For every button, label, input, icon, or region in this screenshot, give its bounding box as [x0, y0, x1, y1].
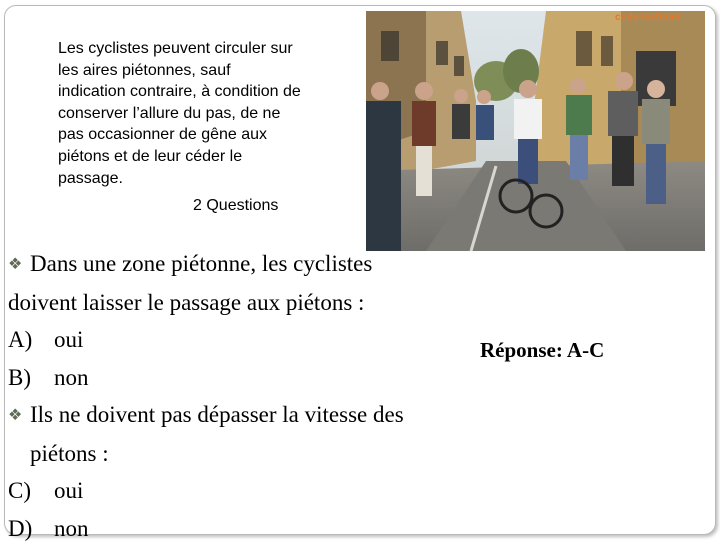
- intro-text: [58, 38, 348, 189]
- question-2-line-1: Ils ne doivent pas dépasser la vitesse des: [30, 402, 404, 427]
- option-label: oui: [54, 327, 83, 352]
- intro-line: conserver l’allure du pas, de ne: [58, 103, 348, 125]
- option-a: [8, 321, 468, 359]
- option-label: non: [54, 365, 89, 390]
- option-letter: A): [8, 321, 54, 359]
- photo-illustration: [366, 11, 705, 251]
- option-label: non: [54, 516, 89, 541]
- option-label: oui: [54, 478, 83, 503]
- intro-line: piétons et de leur céder le: [58, 146, 348, 168]
- question-count: 2 Questions: [193, 197, 278, 215]
- question-1: [8, 245, 468, 284]
- option-letter: B): [8, 359, 54, 397]
- intro-line: passage.: [58, 168, 348, 190]
- intro-line: pas occasionner de gêne aux: [58, 124, 348, 146]
- option-c: [8, 472, 468, 510]
- answer-text: Réponse: A-C: [480, 338, 604, 363]
- intro-line: indication contraire, à condition de: [58, 81, 348, 103]
- option-letter: C): [8, 472, 54, 510]
- intro-line: les aires piétonnes, sauf: [58, 60, 348, 82]
- question-2-continued: piétons :: [8, 435, 468, 473]
- question-1-line-1: Dans une zone piétonne, les cyclistes: [30, 251, 372, 276]
- question-1-continued: doivent laisser le passage aux piétons :: [8, 284, 468, 322]
- option-letter: D): [8, 510, 54, 547]
- option-d: [8, 510, 468, 547]
- question-2: [8, 396, 468, 435]
- photo-watermark: code-lesfr.net: [615, 12, 680, 23]
- option-b: [8, 359, 468, 397]
- intro-line: Les cyclistes peuvent circuler sur: [58, 38, 348, 60]
- dingbat-bullet-icon: ❖: [8, 397, 30, 435]
- dingbat-bullet-icon: ❖: [8, 246, 30, 284]
- questions-block: [8, 245, 468, 547]
- street-photo: [366, 11, 705, 251]
